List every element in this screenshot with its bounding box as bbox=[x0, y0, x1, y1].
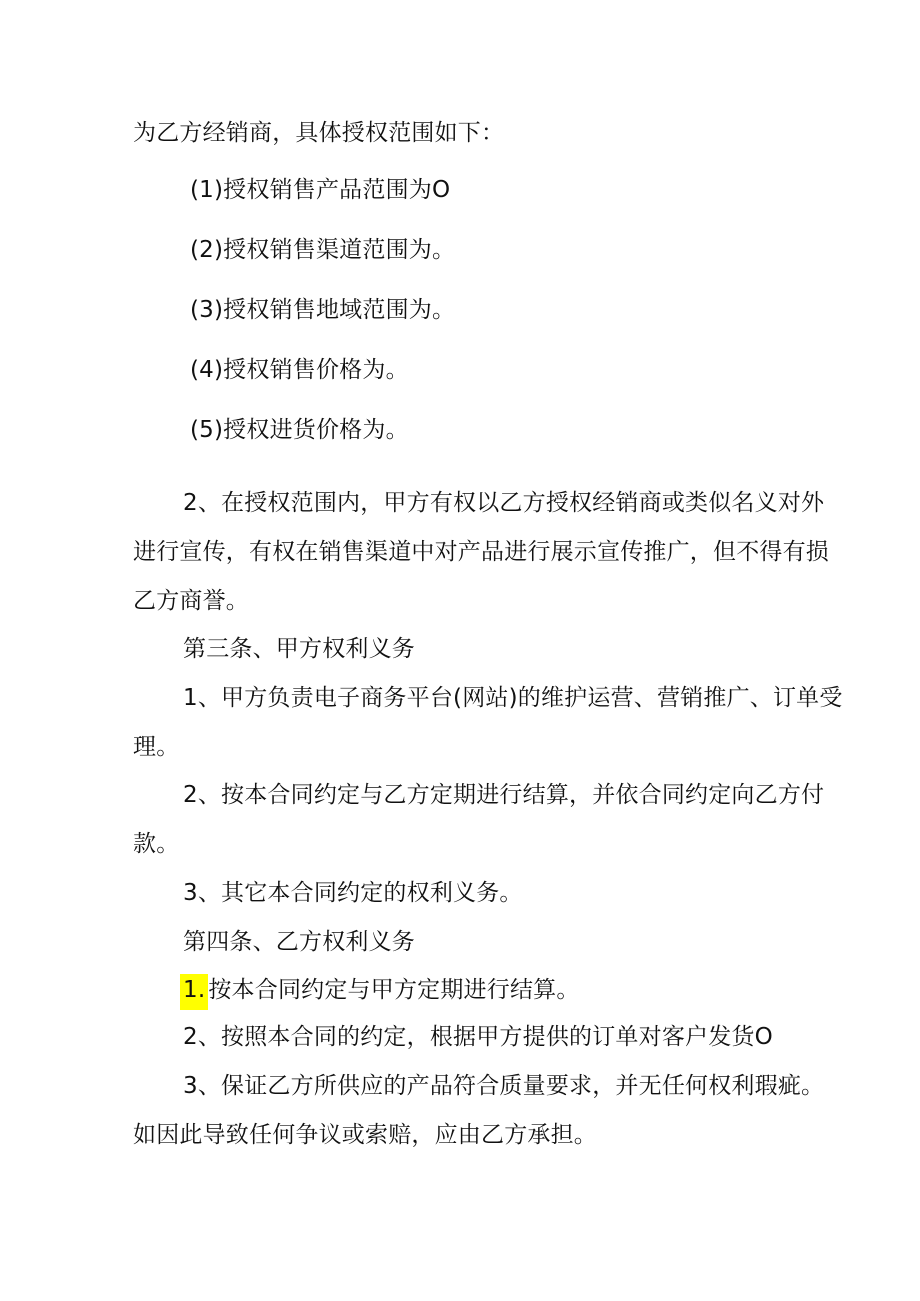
section-three-heading: 第三条、甲方权利义务 bbox=[183, 636, 415, 662]
highlighted-number: 1. bbox=[180, 974, 208, 1010]
section-four-item-3-line-2: 如因此导致任何争议或索赔，应由乙方承担。 bbox=[133, 1122, 597, 1148]
clause-2-line-3: 乙方商誉。 bbox=[133, 588, 249, 614]
section-four-item-3-line-1: 3、保证乙方所供应的产品符合质量要求，并无任何权利瑕疵。 bbox=[183, 1073, 825, 1099]
scope-item-1: (1)授权销售产品范围为O bbox=[190, 177, 451, 203]
clause-2-line-2: 进行宣传，有权在销售渠道中对产品进行展示宣传推广，但不得有损 bbox=[133, 539, 829, 565]
clause-2-line-1: 2、在授权范围内，甲方有权以乙方授权经销商或类似名义对外 bbox=[183, 490, 825, 516]
section-four-item-1 bbox=[183, 974, 580, 1010]
intro-line: 为乙方经销商，具体授权范围如下： bbox=[133, 120, 505, 146]
section-four-heading: 第四条、乙方权利义务 bbox=[183, 929, 415, 955]
scope-item-3: (3)授权销售地域范围为。 bbox=[190, 297, 456, 323]
section-three-item-1-line-1: 1、甲方负责电子商务平台(网站)的维护运营、营销推广、订单受 bbox=[183, 685, 843, 711]
section-three-item-2-line-1: 2、按本合同约定与乙方定期进行结算，并依合同约定向乙方付 bbox=[183, 782, 825, 808]
scope-item-2: (2)授权销售渠道范围为。 bbox=[190, 237, 456, 263]
section-four-item-2: 2、按照本合同的约定，根据甲方提供的订单对客户发货O bbox=[183, 1024, 773, 1050]
scope-item-4: (4)授权销售价格为。 bbox=[190, 357, 409, 383]
section-three-item-3: 3、其它本合同约定的权利义务。 bbox=[183, 880, 523, 906]
section-three-item-1-line-2: 理。 bbox=[133, 734, 180, 760]
scope-item-5: (5)授权进货价格为。 bbox=[190, 417, 409, 443]
section-four-item-1-text: 按本合同约定与甲方定期进行结算。 bbox=[208, 977, 580, 1003]
section-three-item-2-line-2: 款。 bbox=[133, 831, 180, 857]
